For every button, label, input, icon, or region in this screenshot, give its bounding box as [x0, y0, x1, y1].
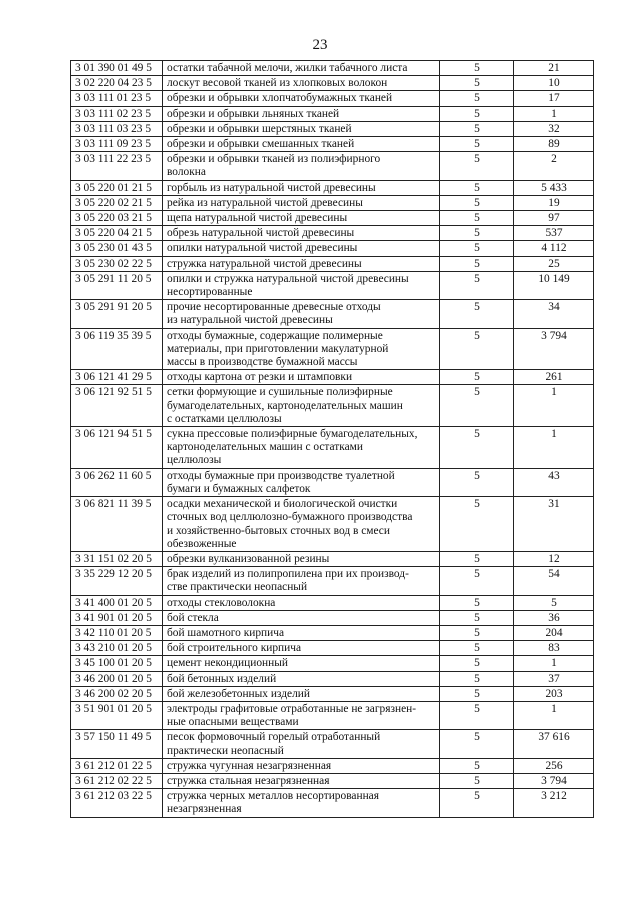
hazard-class-cell: 5: [440, 773, 514, 788]
quantity-cell: 17: [514, 91, 594, 106]
waste-name-cell: рейка из натуральной чистой древесины: [163, 195, 440, 210]
quantity-cell: 37 616: [514, 730, 594, 758]
quantity-cell: 19: [514, 195, 594, 210]
table-row: [71, 271, 594, 299]
hazard-class-cell: 5: [440, 195, 514, 210]
hazard-class-cell: 5: [440, 121, 514, 136]
quantity-cell: 25: [514, 256, 594, 271]
quantity-cell: 1: [514, 701, 594, 729]
quantity-cell: 5 433: [514, 180, 594, 195]
waste-name-cell: бой бетонных изделий: [163, 671, 440, 686]
table-row: [71, 625, 594, 640]
waste-code-cell: 3 02 220 04 23 5: [71, 76, 163, 91]
waste-code-cell: 3 51 901 01 20 5: [71, 701, 163, 729]
hazard-class-cell: 5: [440, 656, 514, 671]
table-row: [71, 328, 594, 370]
hazard-class-cell: 5: [440, 385, 514, 427]
waste-code-cell: 3 06 119 35 39 5: [71, 328, 163, 370]
waste-code-cell: 3 61 212 02 22 5: [71, 773, 163, 788]
waste-name-cell: обрезки и обрывки тканей из полиэфирного волокна: [163, 152, 440, 180]
hazard-class-cell: 5: [440, 567, 514, 595]
table-row: [71, 370, 594, 385]
waste-code-cell: 3 05 220 03 21 5: [71, 211, 163, 226]
waste-name-cell: электроды графитовые отработанные не загрязнен- ные опасными веществами: [163, 701, 440, 729]
table-row: [71, 106, 594, 121]
table-row: [71, 195, 594, 210]
waste-table: [70, 60, 594, 818]
waste-code-cell: 3 03 111 02 23 5: [71, 106, 163, 121]
page-number: 23: [312, 37, 328, 53]
waste-name-cell: сетки формующие и сушильные полиэфирные бумагоделательных, картоноделательных машин с остатками целлюлозы: [163, 385, 440, 427]
quantity-cell: 97: [514, 211, 594, 226]
quantity-cell: 89: [514, 137, 594, 152]
waste-code-cell: 3 06 121 92 51 5: [71, 385, 163, 427]
table-row: [71, 686, 594, 701]
hazard-class-cell: 5: [440, 61, 514, 76]
table-row: [71, 76, 594, 91]
quantity-cell: 21: [514, 61, 594, 76]
table-row: [71, 497, 594, 552]
waste-code-cell: 3 05 230 01 43 5: [71, 241, 163, 256]
quantity-cell: 32: [514, 121, 594, 136]
hazard-class-cell: 5: [440, 701, 514, 729]
quantity-cell: 1: [514, 427, 594, 469]
quantity-cell: 203: [514, 686, 594, 701]
table-row: [71, 152, 594, 180]
table-row: [71, 773, 594, 788]
hazard-class-cell: 5: [440, 625, 514, 640]
waste-code-cell: 3 05 230 02 22 5: [71, 256, 163, 271]
waste-code-cell: 3 06 821 11 39 5: [71, 497, 163, 552]
table-row: [71, 730, 594, 758]
quantity-cell: 3 794: [514, 773, 594, 788]
table-row: [71, 789, 594, 817]
quantity-cell: 37: [514, 671, 594, 686]
quantity-cell: 1: [514, 656, 594, 671]
table-row: [71, 551, 594, 566]
waste-name-cell: стружка чугунная незагрязненная: [163, 758, 440, 773]
quantity-cell: 3 794: [514, 328, 594, 370]
hazard-class-cell: 5: [440, 241, 514, 256]
quantity-cell: 1: [514, 385, 594, 427]
table-row: [71, 427, 594, 469]
hazard-class-cell: 5: [440, 211, 514, 226]
table-row: [71, 91, 594, 106]
hazard-class-cell: 5: [440, 610, 514, 625]
waste-code-cell: 3 05 291 91 20 5: [71, 300, 163, 328]
hazard-class-cell: 5: [440, 328, 514, 370]
hazard-class-cell: 5: [440, 497, 514, 552]
waste-code-cell: 3 01 390 01 49 5: [71, 61, 163, 76]
hazard-class-cell: 5: [440, 551, 514, 566]
table-row: [71, 226, 594, 241]
waste-code-cell: 3 46 200 02 20 5: [71, 686, 163, 701]
waste-name-cell: опилки натуральной чистой древесины: [163, 241, 440, 256]
table-row: [71, 256, 594, 271]
hazard-class-cell: 5: [440, 152, 514, 180]
waste-name-cell: остатки табачной мелочи, жилки табачного листа: [163, 61, 440, 76]
quantity-cell: 204: [514, 625, 594, 640]
table-row: [71, 656, 594, 671]
waste-code-cell: 3 31 151 02 20 5: [71, 551, 163, 566]
hazard-class-cell: 5: [440, 758, 514, 773]
waste-code-cell: 3 61 212 01 22 5: [71, 758, 163, 773]
quantity-cell: 261: [514, 370, 594, 385]
hazard-class-cell: 5: [440, 641, 514, 656]
waste-code-cell: 3 61 212 03 22 5: [71, 789, 163, 817]
table-row: [71, 211, 594, 226]
waste-name-cell: щепа натуральной чистой древесины: [163, 211, 440, 226]
hazard-class-cell: 5: [440, 226, 514, 241]
hazard-class-cell: 5: [440, 468, 514, 496]
quantity-cell: 537: [514, 226, 594, 241]
quantity-cell: 34: [514, 300, 594, 328]
quantity-cell: 10: [514, 76, 594, 91]
quantity-cell: 83: [514, 641, 594, 656]
table-row: [71, 180, 594, 195]
waste-code-cell: 3 45 100 01 20 5: [71, 656, 163, 671]
quantity-cell: 31: [514, 497, 594, 552]
waste-name-cell: стружка черных металлов несортированная незагрязненная: [163, 789, 440, 817]
table-row: [71, 241, 594, 256]
hazard-class-cell: 5: [440, 91, 514, 106]
waste-name-cell: лоскут весовой тканей из хлопковых волокон: [163, 76, 440, 91]
table-row: [71, 567, 594, 595]
quantity-cell: 1: [514, 106, 594, 121]
waste-code-cell: 3 57 150 11 49 5: [71, 730, 163, 758]
waste-code-cell: 3 46 200 01 20 5: [71, 671, 163, 686]
quantity-cell: 2: [514, 152, 594, 180]
waste-code-cell: 3 06 121 41 29 5: [71, 370, 163, 385]
waste-name-cell: обрезь натуральной чистой древесины: [163, 226, 440, 241]
waste-code-cell: 3 05 220 01 21 5: [71, 180, 163, 195]
quantity-cell: 256: [514, 758, 594, 773]
quantity-cell: 3 212: [514, 789, 594, 817]
waste-name-cell: отходы картона от резки и штамповки: [163, 370, 440, 385]
hazard-class-cell: 5: [440, 180, 514, 195]
waste-table-body: [71, 61, 594, 818]
hazard-class-cell: 5: [440, 686, 514, 701]
waste-code-cell: 3 41 901 01 20 5: [71, 610, 163, 625]
quantity-cell: 10 149: [514, 271, 594, 299]
hazard-class-cell: 5: [440, 789, 514, 817]
hazard-class-cell: 5: [440, 671, 514, 686]
waste-code-cell: 3 03 111 03 23 5: [71, 121, 163, 136]
waste-name-cell: опилки и стружка натуральной чистой древесины несортированные: [163, 271, 440, 299]
waste-code-cell: 3 05 220 02 21 5: [71, 195, 163, 210]
table-row: [71, 701, 594, 729]
waste-code-cell: 3 03 111 09 23 5: [71, 137, 163, 152]
quantity-cell: 4 112: [514, 241, 594, 256]
waste-name-cell: обрезки и обрывки льняных тканей: [163, 106, 440, 121]
waste-name-cell: песок формовочный горелый отработанный практически неопасный: [163, 730, 440, 758]
waste-code-cell: 3 43 210 01 20 5: [71, 641, 163, 656]
waste-code-cell: 3 41 400 01 20 5: [71, 595, 163, 610]
hazard-class-cell: 5: [440, 427, 514, 469]
quantity-cell: 5: [514, 595, 594, 610]
hazard-class-cell: 5: [440, 370, 514, 385]
waste-code-cell: 3 03 111 01 23 5: [71, 91, 163, 106]
hazard-class-cell: 5: [440, 271, 514, 299]
waste-name-cell: обрезки и обрывки шерстяных тканей: [163, 121, 440, 136]
quantity-cell: 43: [514, 468, 594, 496]
table-row: [71, 61, 594, 76]
waste-code-cell: 3 06 121 94 51 5: [71, 427, 163, 469]
waste-name-cell: отходы стекловолокна: [163, 595, 440, 610]
hazard-class-cell: 5: [440, 300, 514, 328]
quantity-cell: 36: [514, 610, 594, 625]
waste-code-cell: 3 42 110 01 20 5: [71, 625, 163, 640]
waste-name-cell: прочие несортированные древесные отходы из натуральной чистой древесины: [163, 300, 440, 328]
table-row: [71, 137, 594, 152]
waste-name-cell: брак изделий из полипропилена при их производ- стве практически неопасный: [163, 567, 440, 595]
hazard-class-cell: 5: [440, 106, 514, 121]
waste-code-cell: 3 06 262 11 60 5: [71, 468, 163, 496]
waste-name-cell: обрезки и обрывки смешанных тканей: [163, 137, 440, 152]
waste-name-cell: бой стекла: [163, 610, 440, 625]
quantity-cell: 12: [514, 551, 594, 566]
table-row: [71, 595, 594, 610]
waste-name-cell: бой строительного кирпича: [163, 641, 440, 656]
waste-code-cell: 3 05 291 11 20 5: [71, 271, 163, 299]
waste-name-cell: стружка стальная незагрязненная: [163, 773, 440, 788]
table-row: [71, 468, 594, 496]
waste-name-cell: осадки механической и биологической очистки сточных вод целлюлозно-бумажного производства и хозяйственно-бытовых сточных вод в смеси обезвоженные: [163, 497, 440, 552]
table-row: [71, 641, 594, 656]
table-row: [71, 300, 594, 328]
waste-name-cell: обрезки вулканизованной резины: [163, 551, 440, 566]
hazard-class-cell: 5: [440, 595, 514, 610]
quantity-cell: 54: [514, 567, 594, 595]
table-row: [71, 671, 594, 686]
waste-code-cell: 3 03 111 22 23 5: [71, 152, 163, 180]
table-row: [71, 121, 594, 136]
table-row: [71, 610, 594, 625]
hazard-class-cell: 5: [440, 730, 514, 758]
waste-name-cell: отходы бумажные, содержащие полимерные материалы, при приготовлении макулатурной массы в производстве бумажной массы: [163, 328, 440, 370]
waste-name-cell: стружка натуральной чистой древесины: [163, 256, 440, 271]
waste-name-cell: сукна прессовые полиэфирные бумагоделательных, картоноделательных машин с остатками целлюлозы: [163, 427, 440, 469]
table-row: [71, 385, 594, 427]
waste-name-cell: отходы бумажные при производстве туалетной бумаги и бумажных салфеток: [163, 468, 440, 496]
hazard-class-cell: 5: [440, 256, 514, 271]
waste-name-cell: бой железобетонных изделий: [163, 686, 440, 701]
waste-code-cell: 3 35 229 12 20 5: [71, 567, 163, 595]
hazard-class-cell: 5: [440, 137, 514, 152]
waste-name-cell: бой шамотного кирпича: [163, 625, 440, 640]
table-row: [71, 758, 594, 773]
hazard-class-cell: 5: [440, 76, 514, 91]
waste-name-cell: горбыль из натуральной чистой древесины: [163, 180, 440, 195]
waste-name-cell: обрезки и обрывки хлопчатобумажных тканей: [163, 91, 440, 106]
waste-code-cell: 3 05 220 04 21 5: [71, 226, 163, 241]
waste-name-cell: цемент некондиционный: [163, 656, 440, 671]
